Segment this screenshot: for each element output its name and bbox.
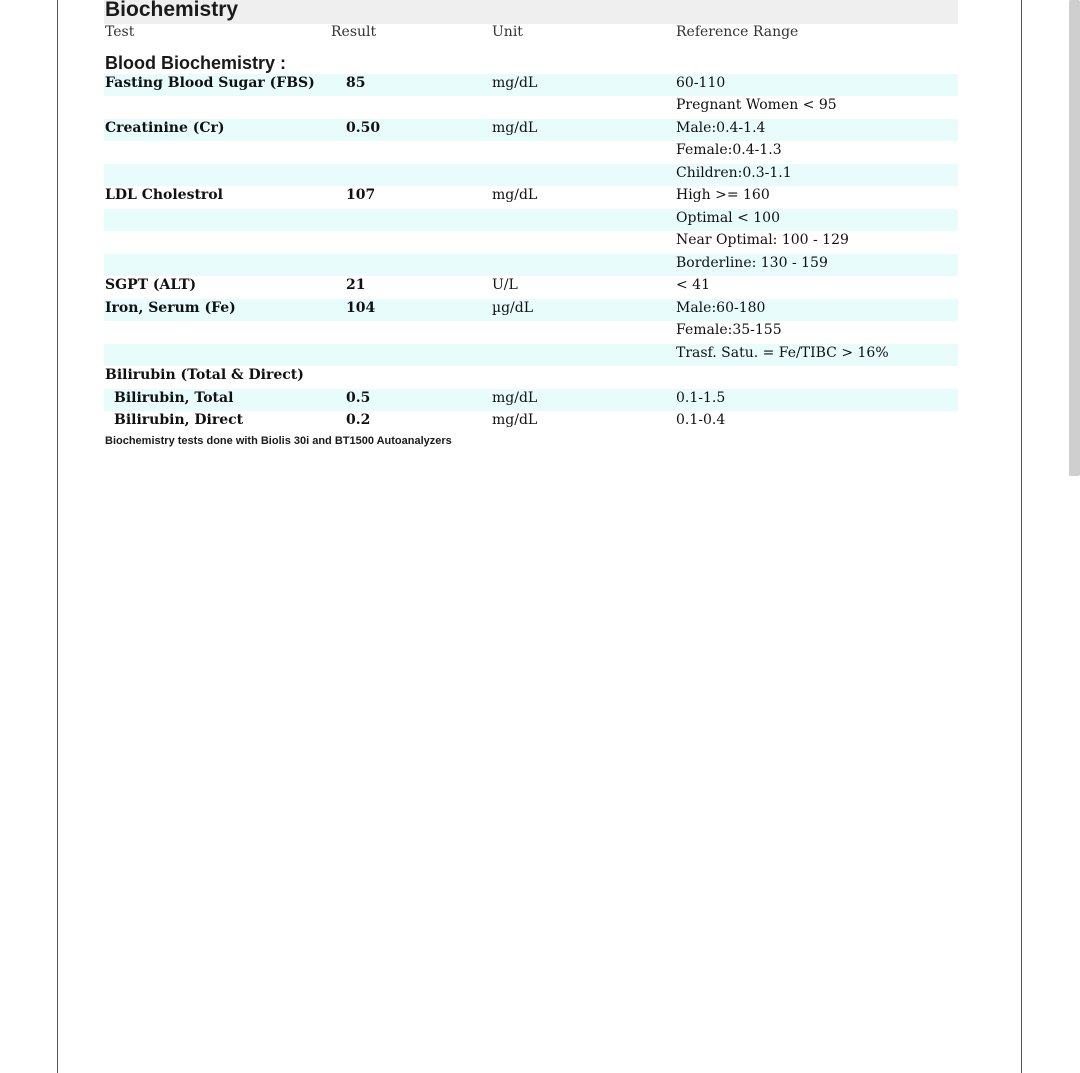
column-header-result: Result [331, 24, 377, 40]
range-ldl-near-optimal: Near Optimal: 100 - 129 [676, 232, 849, 248]
range-ldl-borderline: Borderline: 130 - 159 [676, 255, 828, 271]
column-header-reference-range: Reference Range [676, 24, 799, 40]
range-fbs-pregnant: Pregnant Women < 95 [676, 97, 837, 113]
range-sgpt: < 41 [676, 277, 710, 293]
result-fbs: 85 [346, 75, 366, 91]
range-creatinine-female: Female:0.4-1.3 [676, 142, 782, 158]
range-iron-transferrin: Trasf. Satu. = Fe/TIBC > 16% [676, 345, 889, 361]
column-header-test: Test [105, 24, 135, 40]
vertical-scrollbar[interactable] [1069, 0, 1080, 476]
unit-fbs: mg/dL [492, 75, 538, 91]
unit-bilirubin-direct: mg/dL [492, 412, 538, 428]
result-iron: 104 [346, 300, 376, 316]
test-name-bilirubin-direct: Bilirubin, Direct [114, 412, 244, 428]
column-header-unit: Unit [492, 24, 523, 40]
range-iron-male: Male:60-180 [676, 300, 766, 316]
range-fbs: 60-110 [676, 75, 726, 91]
range-iron-female: Female:35-155 [676, 322, 782, 338]
result-ldl: 107 [346, 187, 376, 203]
row-band [104, 164, 958, 186]
test-name-ldl: LDL Cholestrol [105, 187, 223, 203]
group-title: Blood Biochemistry : [105, 53, 287, 73]
row-band [104, 209, 958, 231]
result-bilirubin-direct: 0.2 [346, 412, 371, 428]
test-name-fbs: Fasting Blood Sugar (FBS) [105, 75, 315, 91]
range-bilirubin-total: 0.1-1.5 [676, 390, 726, 406]
range-creatinine-children: Children:0.3-1.1 [676, 165, 792, 181]
analyzer-footnote: Biochemistry tests done with Biolis 30i and BT1500 Autoanalyzers [105, 435, 452, 447]
report-page [57, 0, 1022, 1073]
unit-creatinine: mg/dL [492, 120, 538, 136]
unit-ldl: mg/dL [492, 187, 538, 203]
test-name-bilirubin-group: Bilirubin (Total & Direct) [105, 367, 304, 383]
test-name-bilirubin-total: Bilirubin, Total [114, 390, 234, 406]
test-name-iron: Iron, Serum (Fe) [105, 300, 236, 316]
range-ldl-optimal: Optimal < 100 [676, 210, 780, 226]
result-bilirubin-total: 0.5 [346, 390, 371, 406]
section-title: Biochemistry [105, 0, 239, 21]
unit-sgpt: U/L [492, 277, 518, 293]
result-sgpt: 21 [346, 277, 366, 293]
unit-bilirubin-total: mg/dL [492, 390, 538, 406]
result-creatinine: 0.50 [346, 120, 381, 136]
unit-iron: µg/dL [492, 300, 534, 316]
range-bilirubin-direct: 0.1-0.4 [676, 412, 726, 428]
row-band [104, 254, 958, 276]
test-name-sgpt: SGPT (ALT) [105, 277, 197, 293]
range-ldl-high: High >= 160 [676, 187, 770, 203]
range-creatinine-male: Male:0.4-1.4 [676, 120, 766, 136]
test-name-creatinine: Creatinine (Cr) [105, 120, 225, 136]
